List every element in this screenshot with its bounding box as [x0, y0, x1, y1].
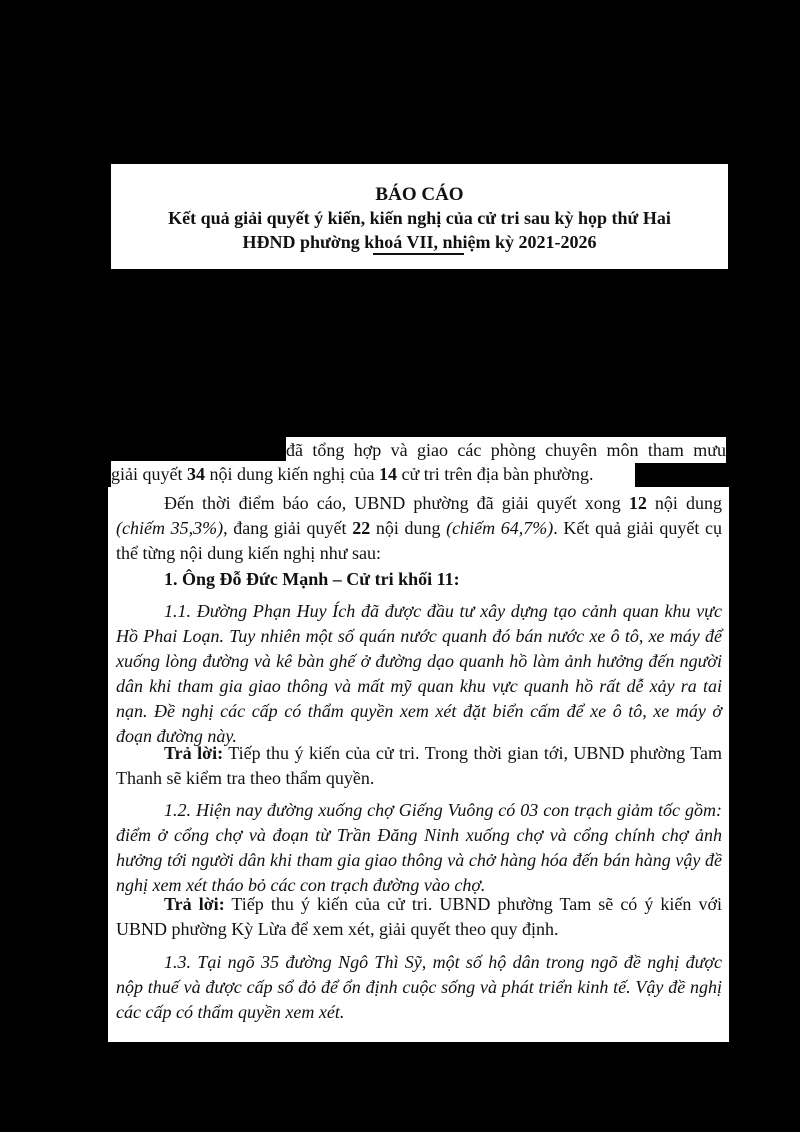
answer-1-1 [116, 741, 722, 791]
intro-text-part: giải quyết [111, 464, 187, 484]
title-block [111, 164, 728, 269]
intro-text-part: nội dung kiến nghị của [204, 464, 379, 484]
question-1-3: 1.3. Tại ngõ 35 đường Ngô Thì Sỹ, một số hộ dân trong ngõ đề nghị được nộp thuế và được cấp sổ đỏ để ổn định cuộc sống và phát triển kinh tế. Vậy đề nghị các cấp có thẩm quyền xem xét. [116, 952, 722, 1022]
document-subtitle-line1: Kết quả giải quyết ý kiến, kiến nghị của cử tri sau kỳ họp thứ Hai [168, 208, 671, 228]
intro-text-part: cử tri trên địa bàn phường. [396, 464, 594, 484]
summary-text: Đến thời điểm báo cáo, UBND phường đã giải quyết xong [164, 493, 629, 513]
intro-line-2 [111, 461, 635, 489]
answer-text: Tiếp thu ý kiến của cử tri. UBND phường Tam sẽ có ý kiến với UBND phường Kỳ Lừa để xem xét, giải quyết theo quy định. [116, 894, 722, 939]
section-heading: 1. Ông Đỗ Đức Mạnh – Cử tri khối 11: [164, 569, 460, 589]
item-count: 34 [186, 464, 205, 484]
summary-paragraph [116, 491, 722, 566]
intro-line-1 [286, 437, 726, 463]
voter-count: 14 [378, 464, 397, 484]
pending-percent: (chiếm 64,7%) [446, 518, 554, 538]
document-subtitle-line2: HĐND phường khoá VII, nhiệm kỳ 2021-2026 [242, 232, 597, 252]
summary-text: . Kết quả giải quyết cụ thể từng nội dung kiến nghị như sau: [116, 518, 722, 563]
summary-text: nội dung [646, 493, 722, 513]
question-1-2: 1.2. Hiện nay đường xuống chợ Giếng Vuông có 03 con trạch giảm tốc gồm: điểm ở cổng chợ và đoạn từ Trần Đăng Ninh xuống chợ và cổng chính chợ ảnh hưởng tới người dân khi tham gia giao thông và chở hàng hóa đến bán hàng vậy đề nghị xem xét tháo bỏ các con trạch đường vào chợ. [116, 800, 722, 895]
pending-count: 22 [352, 518, 371, 538]
resolved-percent: (chiếm 35,3%) [116, 518, 224, 538]
answer-text: Tiếp thu ý kiến của cử tri. Trong thời gian tới, UBND phường Tam Thanh sẽ kiểm tra theo thẩm quyền. [116, 743, 723, 788]
title-underline [373, 253, 464, 255]
answer-label: Trả lời: [164, 743, 224, 763]
summary-text: nội dung [370, 518, 447, 538]
main-content [108, 487, 729, 1042]
summary-text: , đang giải quyết [223, 518, 353, 538]
question-1-1: 1.1. Đường Phạn Huy Ích đã được đầu tư xây dựng tạo cảnh quan khu vực Hồ Phai Loạn. Tuy nhiên một số quán nước quanh đó bán nước xe ô tô, xe máy để xuống lòng đường và kê bàn ghế ở đường dạo quanh hồ làm ảnh hưởng đến người dân khi tham gia giao thông và mất mỹ quan khu vực quanh hồ rất dễ xảy ra tai nạn. Đề nghị các cấp có thẩm quyền xem xét đặt biển cấm để xe ô tô, xe máy ở đoạn đường này. [116, 601, 722, 746]
answer-1-2 [116, 892, 722, 942]
intro-text-2 [111, 461, 635, 487]
document-title: BÁO CÁO [375, 184, 464, 205]
intro-text-1: đã tổng hợp và giao các phòng chuyên môn tham mưu [286, 440, 726, 460]
resolved-count: 12 [628, 493, 647, 513]
answer-label: Trả lời: [164, 894, 225, 914]
